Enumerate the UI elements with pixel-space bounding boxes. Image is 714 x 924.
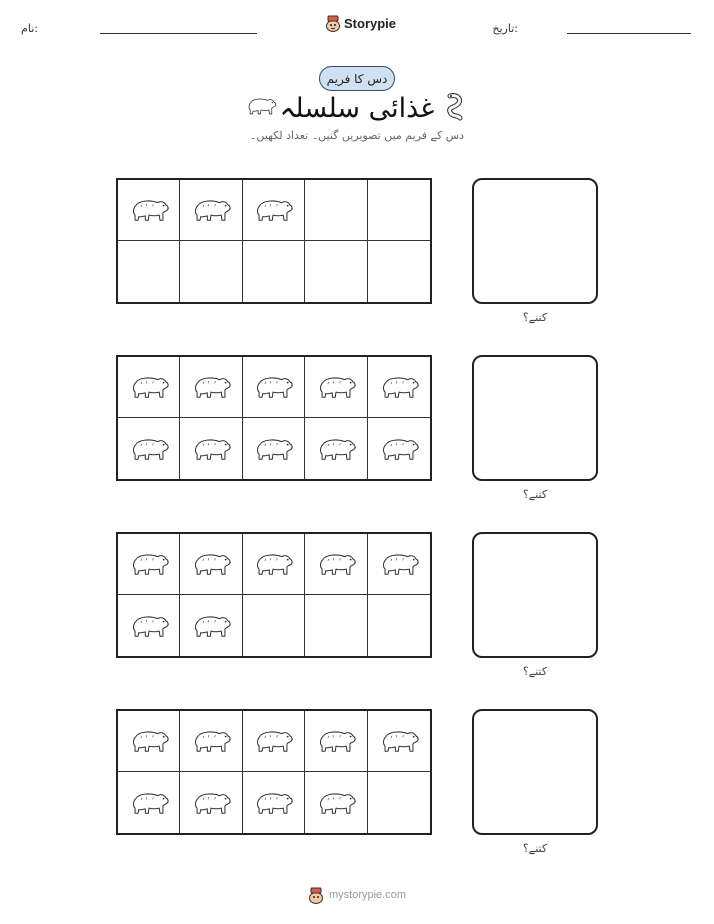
ten-frame-cell [180, 241, 242, 302]
ten-frame-cell [305, 534, 367, 595]
ten-frame-cell [118, 241, 180, 302]
section-badge: دس کا فریم [319, 66, 395, 91]
date-label: تاریخ: [492, 22, 518, 35]
ten-frame-cell [243, 418, 305, 479]
polar-bear-icon [251, 370, 295, 404]
polar-bear-icon [251, 193, 295, 227]
ten-frame-cell [118, 711, 180, 772]
ten-frame-cell [368, 772, 430, 833]
ten-frame [116, 709, 432, 835]
ten-frame-cell [305, 595, 367, 656]
instructions: دس کے فریم میں تصویریں گنیں۔ تعداد لکھیں۔ [249, 129, 465, 142]
ten-frame-cell [180, 418, 242, 479]
ten-frame-cell [305, 418, 367, 479]
ten-frame-cell [180, 180, 242, 241]
ten-frame-cell [368, 180, 430, 241]
logo-text: Storypie [344, 15, 397, 31]
polar-bear-icon [189, 786, 233, 820]
how-many-label: کتنے؟ [522, 665, 548, 678]
polar-bear-icon [189, 609, 233, 643]
answer-box[interactable] [472, 532, 598, 658]
date-line[interactable] [567, 33, 691, 34]
polar-bear-icon [127, 432, 171, 466]
ten-frame-cell [368, 241, 430, 302]
polar-bear-icon [189, 370, 233, 404]
polar-bear-icon [314, 547, 358, 581]
ten-frame-cell [118, 180, 180, 241]
ten-frame-cell [180, 772, 242, 833]
name-line[interactable] [100, 33, 257, 34]
answer-box[interactable] [472, 355, 598, 481]
polar-bear-icon [314, 786, 358, 820]
ten-frame-cell [243, 711, 305, 772]
ten-frame-cell [180, 534, 242, 595]
storypie-logo [325, 13, 396, 33]
ten-frame-cell [118, 534, 180, 595]
polar-bear-icon [189, 432, 233, 466]
ten-frame-cell [305, 241, 367, 302]
polar-bear-icon [251, 432, 295, 466]
page-title: غذائی سلسلہ [279, 93, 435, 124]
ten-frame-cell [243, 595, 305, 656]
polar-bear-icon [377, 724, 421, 758]
ten-frame-cell [368, 418, 430, 479]
ten-frame-cell [118, 418, 180, 479]
ten-frame-cell [368, 595, 430, 656]
ten-frame-cell [305, 772, 367, 833]
how-many-label: کتنے؟ [522, 311, 548, 324]
ten-frame-cell [243, 357, 305, 418]
ten-frame-cell [118, 595, 180, 656]
how-many-label: کتنے؟ [522, 488, 548, 501]
footer-url[interactable]: mystorypie.com [329, 889, 407, 901]
ten-frame-cell [243, 534, 305, 595]
polar-bear-icon [377, 547, 421, 581]
ten-frame-cell [243, 241, 305, 302]
polar-bear-icon [127, 193, 171, 227]
ten-frame-cell [118, 357, 180, 418]
ten-frame-cell [305, 711, 367, 772]
ten-frame-cell [118, 772, 180, 833]
polar-bear-icon [127, 724, 171, 758]
ten-frame [116, 178, 432, 304]
polar-bear-icon [127, 547, 171, 581]
ten-frame-cell [180, 595, 242, 656]
how-many-label: کتنے؟ [522, 842, 548, 855]
polar-bear-icon [251, 724, 295, 758]
polar-bear-icon [377, 432, 421, 466]
ten-frame-cell [368, 711, 430, 772]
ten-frame-cell [305, 357, 367, 418]
name-label: نام: [21, 22, 38, 35]
polar-bear-icon [189, 724, 233, 758]
ten-frame-cell [180, 711, 242, 772]
polar-bear-icon [314, 724, 358, 758]
answer-box[interactable] [472, 709, 598, 835]
answer-box[interactable] [472, 178, 598, 304]
polar-bear-icon [251, 547, 295, 581]
ten-frame [116, 532, 432, 658]
storypie-mascot-icon [308, 886, 324, 904]
polar-bear-icon [189, 547, 233, 581]
polar-bear-icon [127, 370, 171, 404]
polar-bear-icon [251, 786, 295, 820]
storypie-mascot-icon [325, 14, 341, 32]
footer [308, 885, 406, 905]
polar-bear-icon [377, 370, 421, 404]
polar-bear-icon [127, 786, 171, 820]
polar-bear-icon [314, 432, 358, 466]
polar-bear-icon [127, 609, 171, 643]
ten-frame [116, 355, 432, 481]
ten-frame-cell [180, 357, 242, 418]
ten-frame-cell [305, 180, 367, 241]
ten-frame-cell [243, 180, 305, 241]
ten-frame-cell [368, 357, 430, 418]
ten-frame-cell [243, 772, 305, 833]
ten-frame-cell [368, 534, 430, 595]
polar-bear-icon [314, 370, 358, 404]
worm-icon [444, 92, 466, 122]
polar-bear-icon [189, 193, 233, 227]
